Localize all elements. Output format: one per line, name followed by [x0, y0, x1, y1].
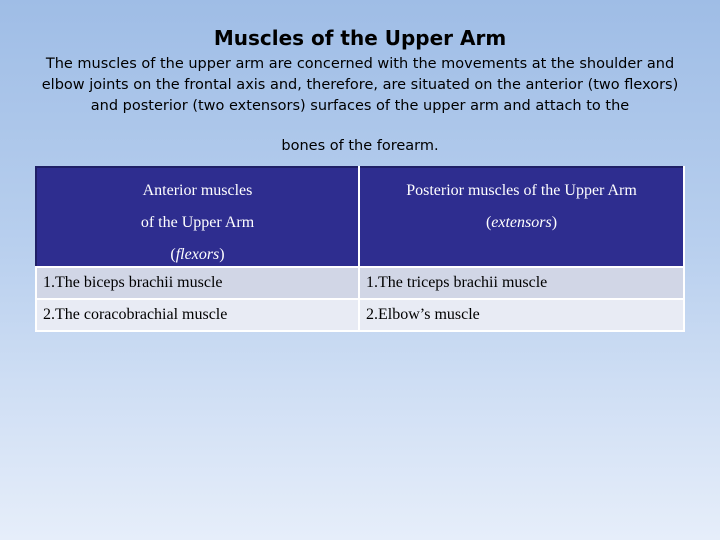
header-posterior-line2: [361, 201, 682, 233]
header-posterior: [359, 167, 684, 267]
intro-paragraph-tail: bones of the forearm.: [281, 138, 439, 154]
table-row: [36, 299, 684, 331]
header-anterior-line1: Anterior muscles: [142, 182, 253, 199]
header-anterior: [36, 167, 359, 267]
paren-open: (: [485, 214, 492, 231]
paren-open: (: [170, 246, 176, 263]
table-header-row: [36, 167, 684, 267]
intro-paragraph: The muscles of the upper arm are concerned with the movements at the shoulder and elbow joints on the frontal axis and, therefore, are situated on the anterior (two flexors) and posterior (two extensors) surfaces of the upper arm and attach to the: [41, 56, 679, 114]
table-cell-anterior: 1.The biceps brachii muscle: [36, 267, 359, 299]
table-cell-posterior: 2.Elbow’s muscle: [359, 299, 684, 331]
paren-close: ): [551, 214, 558, 231]
table-cell-anterior: 2.The coracobrachial muscle: [36, 299, 359, 331]
header-posterior-line1: Posterior muscles of the Upper Arm: [406, 182, 637, 199]
table-cell-posterior: 1.The triceps brachii muscle: [359, 267, 684, 299]
slide-title: Muscles of the Upper Arm: [213, 26, 507, 50]
header-anterior-line3: [38, 233, 357, 265]
flexors-label: flexors: [175, 246, 220, 263]
paren-close: ): [219, 246, 225, 263]
header-anterior-line2: of the Upper Arm: [140, 214, 255, 231]
muscles-table: [35, 166, 685, 332]
extensors-label: extensors: [491, 214, 552, 231]
table-row: [36, 267, 684, 299]
